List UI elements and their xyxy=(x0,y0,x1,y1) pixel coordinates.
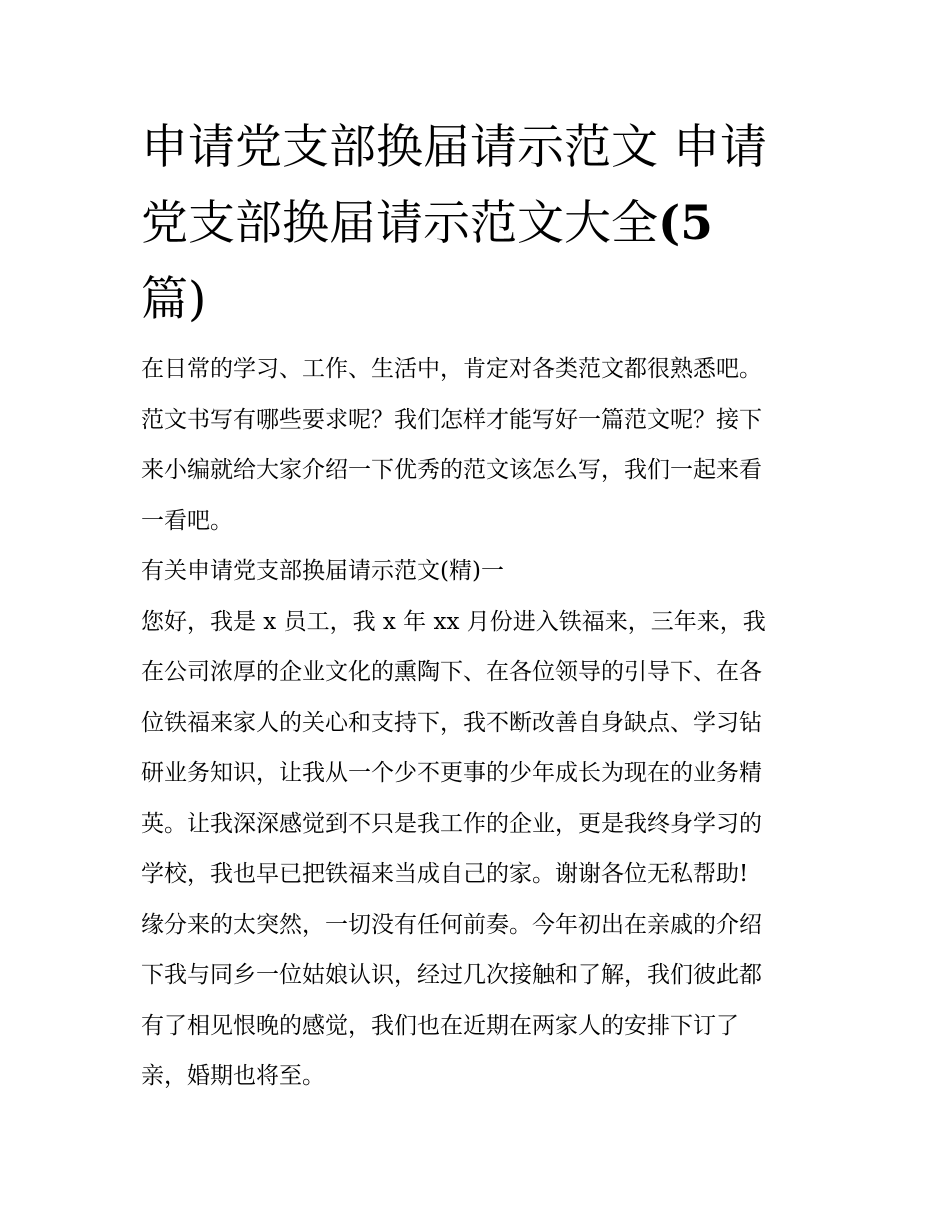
body-line: 学校，我也早已把铁福来当成自己的家。谢谢各位无私帮助! xyxy=(141,861,749,887)
body-line: 下我与同乡一位姑娘认识，经过几次接触和了解，我们彼此都 xyxy=(141,962,762,988)
title-bold-number: (5 xyxy=(658,196,713,251)
document-body xyxy=(141,344,821,1102)
title-line-2 xyxy=(141,186,821,262)
document-title xyxy=(141,110,821,338)
title-line-3: 篇) xyxy=(141,272,207,327)
title-line-2-text: 党支部换届请示范文大全 xyxy=(141,196,658,251)
body-line: 位铁福来家人的关心和支持下，我不断改善自身缺点、学习钻 xyxy=(141,709,762,736)
title-line-1: 申请党支部换届请示范文 申请 xyxy=(141,120,767,175)
body-line: 范文书写有哪些要求呢？我们怎样才能写好一篇范文呢？接下 xyxy=(141,406,762,433)
body-line: 缘分来的太突然，一切没有任何前奏。今年初出在亲戚的介绍 xyxy=(141,911,762,938)
document-content xyxy=(141,110,821,1102)
body-line: 您好，我是 x 员工，我 x 年 xx 月份进入铁福来，三年来，我 xyxy=(141,608,766,635)
body-line: 亲，婚期也将至。 xyxy=(141,1063,325,1089)
body-line: 有了相见恨晚的感觉，我们也在近期在两家人的安排下订了 xyxy=(141,1012,739,1039)
body-line: 来小编就给大家介绍一下优秀的范文该怎么写，我们一起来看 xyxy=(141,457,762,483)
body-line: 英。让我深深感觉到不只是我工作的企业，更是我终身学习的 xyxy=(141,810,762,837)
body-line: 在日常的学习、工作、生活中，肯定对各类范文都很熟悉吧。 xyxy=(141,356,762,382)
body-line: 一看吧。 xyxy=(141,507,233,534)
body-line: 在公司浓厚的企业文化的熏陶下、在各位领导的引导下、在各 xyxy=(141,659,762,685)
section-heading: 有关申请党支部换届请示范文(精)一 xyxy=(141,558,504,584)
body-line: 研业务知识，让我从一个少不更事的少年成长为现在的业务精 xyxy=(141,760,762,786)
